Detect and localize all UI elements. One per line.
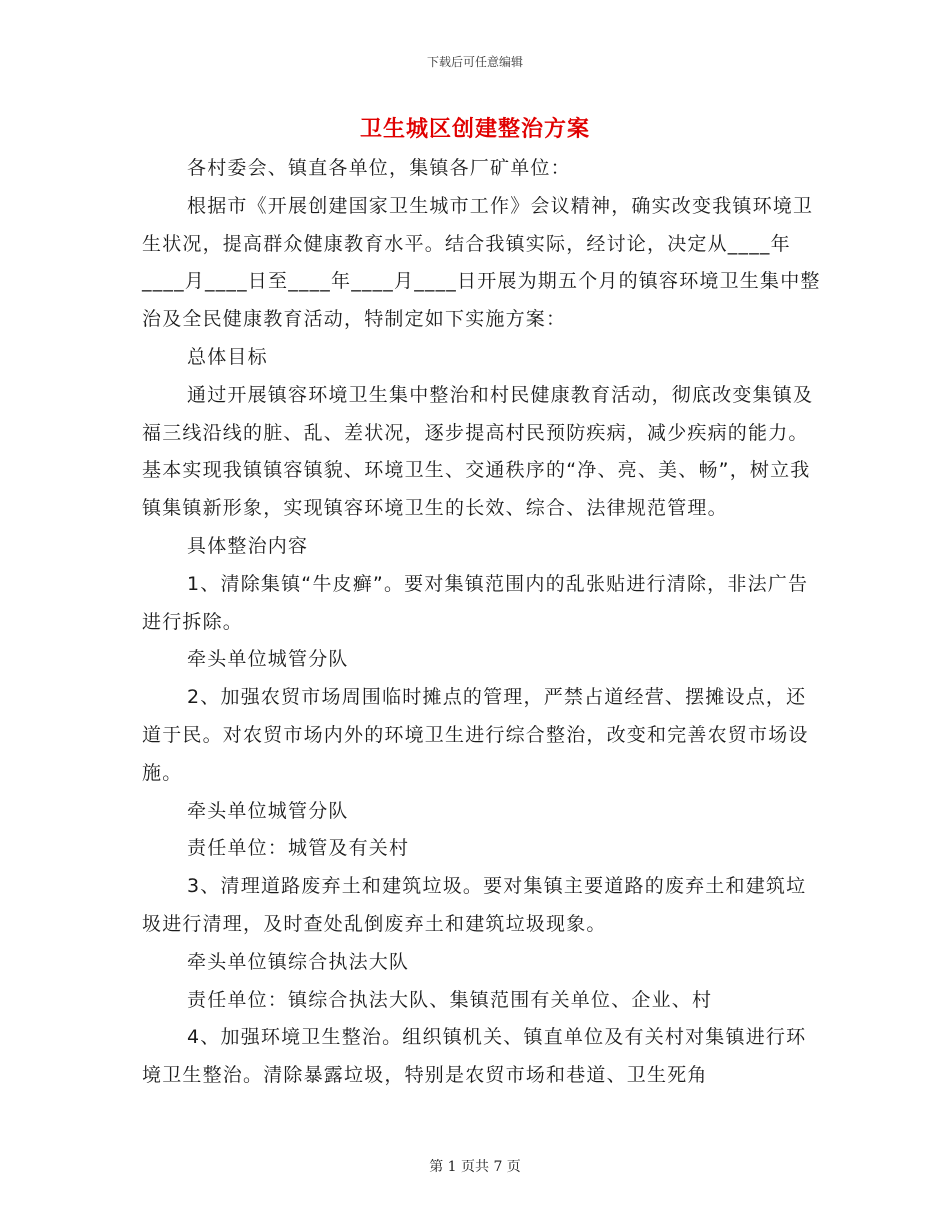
lead-unit: 牵头单位城管分队 [187,799,349,822]
paragraph: 4、加强环境卫生整治。组织镇机关、镇直单位及有关村对集镇进行环境卫生整治。清除暴露垃圾，特别是农贸市场和巷道、卫生死角 [142,1026,807,1087]
lead-unit: 牵头单位镇综合执法大队 [187,950,410,973]
lead-unit: 牵头单位城管分队 [187,648,349,671]
paragraph: 通过开展镇容环境卫生集中整治和村民健康教育活动，彻底改变集镇及福三线沿线的脏、乱、差状况，逐步提高村民预防疾病，减少疾病的能力。基本实现我镇镇容镇貌、环境卫生、交通秩序的“净、亮、美、畅”，树立我镇集镇新形象，实现镇容环境卫生的长效、综合、法律规范管理。 [142,383,814,520]
paragraph: 1、清除集镇“牛皮癣”。要对集镇范围内的乱张贴进行清除，非法广告进行拆除。 [142,572,809,633]
document-title: 卫生城区创建整治方案 [359,116,590,142]
section-heading: 总体目标 [187,345,268,368]
responsible-unit: 责任单位：城管及有关村 [187,837,410,860]
header-note: 下载后可任意编辑 [426,55,523,69]
section-heading: 具体整治内容 [187,534,309,557]
page-footer: 第 1 页共 7 页 [429,1159,521,1175]
responsible-unit: 责任单位：镇综合执法大队、集镇范围有关单位、企业、村 [187,988,713,1011]
paragraph: 根据市《开展创建国家卫生城市工作》会议精神，确实改变我镇环境卫生状况，提高群众健康教育水平。结合我镇实际，经讨论，决定从____年____月____日至____年____月____日开展为期五个月的镇容环境卫生集中整治及全民健康教育活动，特制定如下实施方案： [142,194,821,331]
document-body [142,150,824,1095]
paragraph: 各村委会、镇直各单位，集镇各厂矿单位： [187,157,571,179]
paragraph: 2、加强农贸市场周围临时摊点的管理，严禁占道经营、摆摊设点，还道于民。对农贸市场内外的环境卫生进行综合整治，改变和完善农贸市场设施。 [142,686,809,784]
paragraph: 3、清理道路废弃土和建筑垃圾。要对集镇主要道路的废弃土和建筑垃圾进行清理，及时查处乱倒废弃土和建筑垃圾现象。 [142,875,807,935]
